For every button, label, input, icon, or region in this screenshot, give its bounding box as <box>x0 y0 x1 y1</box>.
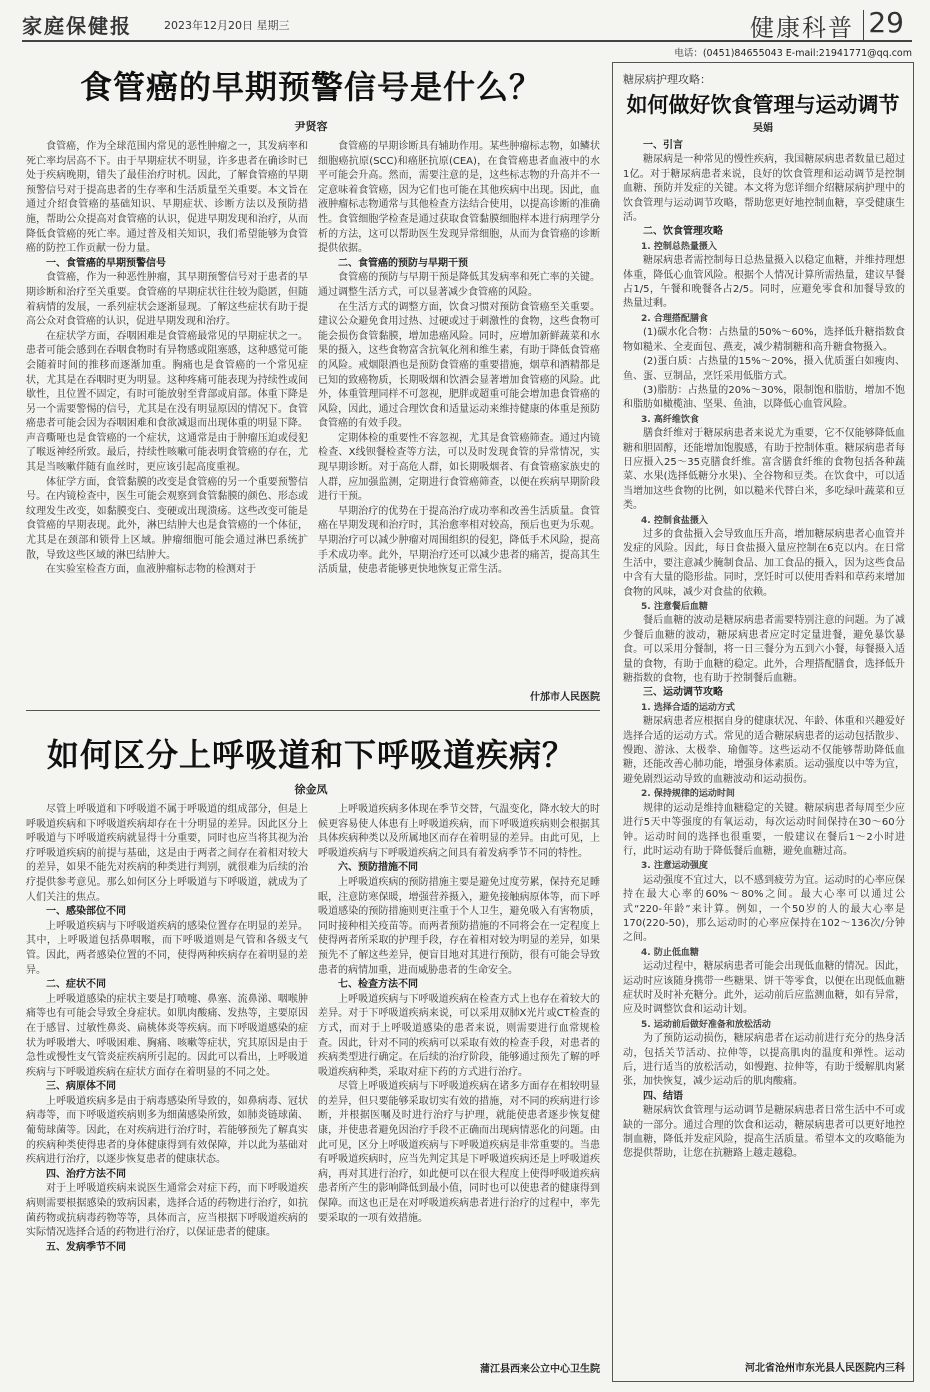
article1-source: 什邡市人民医院 <box>530 692 600 703</box>
paragraph: 运动强度不宜过大，以不感到疲劳为宜。运动时的心率应保持在最大心率的60%～80%之间。最大心率可以通过公式“220-年龄”来计算。例如，一个50岁的人的最大心率是170(220-50)，那么运动时的心率应保持在102～136次/分钟之间。 <box>623 874 905 944</box>
section-heading: 四、结语 <box>643 1090 683 1102</box>
subsection-heading: 1. 选择合适的运动方式 <box>641 702 735 713</box>
header-divider <box>863 10 864 40</box>
subsection-heading: 2. 保持规律的运动时间 <box>641 789 735 800</box>
paragraph: 在生活方式的调整方面，饮食习惯对预防食管癌至关重要。建议公众避免食用过热、过硬或过于刺激性的食物，这些食物可能会损伤食管黏膜，增加患癌风险。同时，应增加新鲜蔬菜和水果的摄入，这些食物富含抗氧化剂和维生素，有助于降低食管癌的风险。戒烟限酒也是预防食管癌的重要措施，烟草和酒精都是已知的致癌物质，长期吸烟和饮酒会显著增加食管癌的风险。此外，体重管理同样不可忽视，肥胖或超重可能会增加患食管癌的风险，因此，通过合理饮食和适量运动来维持健康的体重是预防食管癌的有效手段。 <box>318 301 600 430</box>
section-heading: 一、感染部位不同 <box>46 906 126 918</box>
section-heading: 七、检查方法不同 <box>338 979 418 991</box>
paragraph: 过多的食盐摄入会导致血压升高，增加糖尿病患者心血管并发症的风险。因此，每日食盐摄入量应控制在6克以内。在日常生活中，要注意减少腌制食品、加工食品的摄入，因为这些食品中含有大量的隐形盐。同时，烹饪时可以使用香料和草药来增加食物的风味，减少对食盐的依赖。 <box>623 528 905 598</box>
paragraph: 糖尿病是一种常见的慢性疾病，我国糖尿病患者数量已超过1亿。对于糖尿病患者来说，良好的饮食管理和运动调节是控制血糖、预防并发症的关键。本文将为您详细介绍糖尿病护理中的饮食管理与运动调节攻略，帮助您更好地控制血糖，享受健康生活。 <box>623 154 905 224</box>
paragraph: 体征学方面，食管黏膜的改变是食管癌的另一个重要预警信号。在内镜检查中，医生可能会观察到食管黏膜的颜色、形态或纹理发生改变，如黏膜变白、变硬或出现溃疡。这些改变可能是食管癌的早期表现。此外，淋巴结肿大也是食管癌的一个体征，尤其是在颈部和锁骨上区域。肿瘤细胞可能会通过淋巴系统扩散，导致这些区域的淋巴结肿大。 <box>26 476 308 561</box>
section-heading: 二、食管癌的预防与早期干预 <box>338 257 468 269</box>
paragraph: 尽管上呼吸道和下呼吸道不属于呼吸道的组成部分，但是上呼吸道疾病和下呼吸道疾病却存在十分明显的差异。因此区分上呼吸道与下呼吸道疾病就显得十分重要，同时也应当将其视为治疗呼吸道疾病的前提与基础，这是由于两者之间存在着相对较大的差异，如果不能先对疾病的种类进行判别，就很难为后续的治疗提供参考意见。那么如何区分上呼吸道与下呼吸道，就成为了人们关注的焦点。 <box>26 804 308 903</box>
article1-author: 尹贤容 <box>294 120 328 133</box>
section-heading: 四、治疗方法不同 <box>46 1168 126 1180</box>
article2-source: 蒲江县西来公立中心卫生院 <box>480 1364 600 1375</box>
issue-date: 2023年12月20日 星期三 <box>164 19 290 32</box>
subsection-heading: 5. 注意餐后血糖 <box>641 602 708 612</box>
paragraph: 定期体检的重要性不容忽视，尤其是食管癌筛查。通过内镜检查、X线钡餐检查等方法，可以及时发现食管的异常情况，实现早期诊断。对于高危人群，如长期吸烟者、有食管癌家族史的人群，应加强监测，定期进行食管癌筛查，以便在疾病早期阶段进行干预。 <box>318 432 600 503</box>
paragraph: (1)碳水化合物：占热量的50%～60%，选择低升糖指数食物如糙米、全麦面包、燕麦，减少精制糖和高升糖食物摄入。 <box>623 327 905 353</box>
paragraph: 早期治疗的优势在于提高治疗成功率和改善生活质量。食管癌在早期发现和治疗时，其治愈率相对较高，预后也更为乐观。早期治疗可以减少肿瘤对周围组织的侵犯，降低手术风险，提高手术成功率。此外，早期治疗还可以减少患者的痛苦，提高其生活质量，使患者能够更快地恢复正常生活。 <box>318 505 600 576</box>
section-heading: 一、食管癌的早期预警信号 <box>46 257 166 269</box>
paragraph: 在症状学方面，吞咽困难是食管癌最常见的早期症状之一。患者可能会感到在吞咽食物时有异物感或阻塞感，这种感觉可能会随着时间的推移而逐渐加重。胸痛也是食管癌的一个常见症状，尤其是在吞咽时更为明显。这种疼痛可能表现为持续性或间歇性，且位置不固定，有时可能放射至背部或肩部。体重下降是另一个需要警惕的信号，尤其是在没有明显原因的情况下。食管癌患者可能会因为吞咽困难和食欲减退而出现体重的明显下降。声音嘶哑也是食管癌的一个症状，这通常是由于肿瘤压迫或侵犯了喉返神经所致。最后，持续性咳嗽可能表明食管癌的存在，尤其是当咳嗽伴随有血丝时，更应该引起高度重视。 <box>26 330 308 474</box>
paragraph: 上呼吸道疾病与下呼吸道疾病在检查方式上也存在着较大的差异。对于下呼吸道疾病来说，可以采用双肺X光片或CT检查的方式，而对于上呼吸道感染的患者来说，则需要进行血常规检查。因此，针对不同的疾病可以采取有效的检查手段，对患者的疾病类型进行确定。在后续的治疗阶段，能够通过预先了解的呼吸道疾病种类，采取对症下药的方式进行治疗。 <box>318 993 600 1078</box>
article2-column-1 <box>26 803 308 1375</box>
paragraph: 糖尿病饮食管理与运动调节是糖尿病患者日常生活中不可或缺的一部分。通过合理的饮食和运动，糖尿病患者可以更好地控制血糖，降低并发症风险，提高生活质量。希望本文的攻略能为您提供帮助，让您在抗糖路上越走越稳。 <box>623 1105 905 1160</box>
article-divider <box>26 710 600 711</box>
paragraph: 糖尿病患者应根据自身的健康状况、年龄、体重和兴趣爱好选择合适的运动方式。常见的适合糖尿病患者的运动包括散步、慢跑、游泳、太极拳、瑜伽等。这些运动不仅能够帮助降低血糖，还能改善心肺功能，增强身体素质。运动强度以中等为宜，避免剧烈运动导致的血糖波动和运动损伤。 <box>623 716 905 785</box>
subsection-heading: 3. 高纤维饮食 <box>641 414 699 425</box>
paragraph: 上呼吸道疾病多体现在季节交替，气温变化，降水较大的时候更容易使人体患有上呼吸道疾病，而下呼吸道疾病则会根据其具体疾病种类以及所属地区而存在着明显的差异。由此可见，上呼吸道疾病与下呼吸道疾病之间具有着发病季节不同的特性。 <box>318 804 600 859</box>
paragraph: 食管癌，作为全球范围内常见的恶性肿瘤之一，其发病率和死亡率均居高不下。由于早期症状不明显，许多患者在确诊时已处于疾病晚期，错失了最佳治疗时机。因此，了解食管癌的早期预警信号对于提高患者的生存率和生活质量至关重要。本文旨在通过介绍食管癌的基础知识、早期症状、诊断方法以及预防措施，帮助公众提高对食管癌的认识，促进早期发现和治疗，从而降低食管癌的死亡率。通过普及相关知识，我们希望能够为食管癌的防控工作贡献一份力量。 <box>26 141 308 255</box>
subsection-heading: 1. 控制总热量摄入 <box>641 241 717 252</box>
section-title: 健康科普 <box>750 14 854 42</box>
section-heading: 六、预防措施不同 <box>338 862 418 874</box>
paragraph: 运动过程中，糖尿病患者可能会出现低血糖的情况。因此，运动时应该随身携带一些糖果、饼干等零食，以便在出现低血糖症状时及时补充糖分。此外，运动前后应监测血糖，如有异常，应及时调整饮食和运动计划。 <box>623 961 905 1016</box>
paragraph: 食管癌的早期诊断具有辅助作用。某些肿瘤标志物，如鳞状细胞癌抗原(SCC)和癌胚抗原(CEA)，在食管癌患者血液中的水平可能会升高。然而，需要注意的是，这些标志物的升高并不一定意味着食管癌，因为它们也可能在其他疾病中出现。因此，血液肿瘤标志物通常与其他检查方法结合使用，以提高诊断的准确性。食管细胞学检查是通过获取食管黏膜细胞样本进行病理学分析的方法，这可以帮助医生发现异常细胞，从而为食管癌的诊断提供依据。 <box>318 141 600 255</box>
section-heading: 三、病原体不同 <box>46 1081 116 1093</box>
section-heading: 二、症状不同 <box>46 979 106 991</box>
subsection-heading: 4. 防止低血糖 <box>641 947 699 958</box>
sidebar-kicker: 糖尿病护理攻略： <box>623 73 711 86</box>
diabetes-sidebar <box>612 62 914 1382</box>
masthead: 家庭保健报 <box>22 14 132 38</box>
section-heading: 一、引言 <box>643 140 683 151</box>
paragraph: 上呼吸道疾病多是由于病毒感染所导致的，如鼻病毒、冠状病毒等，而下呼吸道疾病则多为细菌感染所致，如肺炎链球菌、葡萄球菌等。因此，在对疾病进行治疗时，若能够预先了解真实的疾病种类使得患者的身体健康得到有效保障，并以此为基础对疾病进行治疗，以逐步恢复患者的健康状态。 <box>26 1095 308 1166</box>
paragraph: 上呼吸道感染的症状主要是打喷嚏、鼻塞、流鼻涕、咽喉肿痛等也有可能会导致全身症状。如肌肉酸痛、发热等，主要原因在于感冒、过敏性鼻炎、扁桃体炎等疾病。而下呼吸道感染的症状为呼吸增大、呼吸困难、胸痛、咳嗽等症状，究其原因是由于急性或慢性支气管炎症疾病所引起的。因此可以看出，上呼吸道疾病与下呼吸道疾病在症状方面存在着明显的不同之处。 <box>26 993 308 1078</box>
article1-column-2 <box>318 140 600 688</box>
page-number: 29 <box>868 6 904 39</box>
paragraph: 糖尿病患者需控制每日总热量摄入以稳定血糖，并维持理想体重，降低心血管风险。根据个人情况计算所需热量，建议早餐占1/5，午餐和晚餐各占2/5。同时，应避免零食和加餐导致的热量过剩。 <box>623 255 905 310</box>
paragraph: 尽管上呼吸道疾病与下呼吸道疾病在诸多方面存在相较明显的差异，但只要能够采取切实有效的措施，对不同的疾病进行诊断，并根据医嘱及时进行治疗与护理，就能使患者逐步恢复健康，并使患者避免因治疗手段不正确而出现病情恶化的问题。由此可见，区分上呼吸道疾病与下呼吸道疾病是非常重要的。当患有呼吸道疾病时，应当先判定其是下呼吸道疾病还是上呼吸道疾病，再对其进行治疗，如此便可以在很大程度上使得呼吸道疾病患者所产生的影响降低到最小值，同时也可以使患者的健康得到保障。而这也正是在对呼吸道疾病患者进行治疗的过程中，率先要采取的一项有效措施。 <box>318 1081 600 1224</box>
article2-author: 徐金凤 <box>294 783 328 796</box>
section-heading: 五、发病季节不同 <box>46 1241 126 1253</box>
section-heading: 二、饮食管理攻略 <box>643 226 723 238</box>
paragraph: 上呼吸道疾病的预防措施主要是避免过度劳累，保持充足睡眠，注意防寒保暖，增强营养摄入，避免接触病原体等，而下呼吸道感染的预防措施则更注重于个人卫生，避免吸入有害物质，同时接种相关疫苗等。而两者预防措施的不同将会在一定程度上使得两者所采取的护理手段，存在着相对较为明显的差异，如果预先不了解这些差异，便盲目地对其进行预防，很有可能会导致患者的病情加重，进而威胁患者的生命安全。 <box>318 876 600 976</box>
paragraph: (2)蛋白质：占热量的15%～20%，摄入优质蛋白如瘦肉、鱼、蛋、豆制品，烹饪采用低脂方式。 <box>623 356 905 382</box>
sidebar-source: 河北省沧州市东光县人民医院内三科 <box>745 1363 905 1374</box>
paragraph: 在实验室检查方面，血液肿瘤标志物的检测对于 <box>46 564 256 576</box>
paragraph: 上呼吸道疾病与下呼吸道疾病的感染位置存在明显的差异。其中，上呼吸道包括鼻咽喉，而下呼吸道则是气管和各级支气管。因此，两者感染位置的不同，使得两种疾病存在着明显的差异。 <box>26 920 308 976</box>
contact-info: 电话：(0451)84655043 E-mail:21941771@qq.com <box>674 48 912 59</box>
paragraph: 为了预防运动损伤，糖尿病患者在运动前进行充分的热身活动，包括关节活动、拉伸等，以提高肌肉的温度和弹性。运动后，进行适当的放松活动，如慢跑、拉伸等，有助于缓解肌肉紧张，加快恢复，减少运动后的肌肉酸痛。 <box>623 1033 905 1088</box>
article2-title: 如何区分上呼吸道和下呼吸道疾病？ <box>46 736 575 774</box>
article2-column-2 <box>318 803 600 1358</box>
paragraph: 膳食纤维对于糖尿病患者来说尤为重要，它不仅能够降低血糖和胆固醇，还能增加饱腹感，有助于控制体重。糖尿病患者每日应摄入25～35克膳食纤维。富含膳食纤维的食物包括各种蔬菜、水果(选择低糖分水果)、全谷物和豆类。在饮食中，可以适当增加这些食物的比例，如以糙米代替白米，多吃绿叶蔬菜和豆类。 <box>623 428 905 512</box>
subsection-heading: 2. 合理搭配膳食 <box>641 313 708 324</box>
paragraph: 对于上呼吸道疾病来说医生通常会对症下药，而下呼吸道疾病则需要根据感染的致病因素，选择合适的药物进行治疗，如抗菌药物或抗病毒药物等等，具体而言，应当根据下呼吸道疾病的实际情况选择合适的药物进行治疗，以保证患者的健康。 <box>26 1183 308 1239</box>
article1-title: 食管癌的早期预警信号是什么？ <box>79 68 542 106</box>
paragraph: 食管癌，作为一种恶性肿瘤，其早期预警信号对于患者的早期诊断和治疗至关重要。食管癌的早期症状往往较为隐匿，但随着病情的发展，一系列症状会逐渐显现。了解这些症状有助于提高公众对食管癌的认识，促进早期发现和治疗。 <box>26 272 308 328</box>
subsection-heading: 3. 注意运动强度 <box>641 861 708 872</box>
paragraph: 餐后血糖的波动是糖尿病患者需要特别注意的问题。为了减少餐后血糖的波动，糖尿病患者应定时定量进餐，避免暴饮暴食。可以采用分餐制，将一日三餐分为五到六小餐，每餐摄入适量的食物，有助于血糖的稳定。此外，合理搭配膳食，选择低升糖指数的食物，也有助于控制餐后血糖。 <box>623 615 905 685</box>
paragraph: 食管癌的预防与早期干预是降低其发病率和死亡率的关键。通过调整生活方式，可以显著减少食管癌的风险。 <box>318 272 600 298</box>
subsection-heading: 4. 控制食盐摄入 <box>641 515 708 526</box>
article1-column-1 <box>26 140 308 702</box>
page-header <box>22 6 912 42</box>
paragraph: (3)脂肪：占热量的20%～30%，限制饱和脂肪，增加不饱和脂肪如橄榄油、坚果、鱼油，以降低心血管风险。 <box>623 384 905 411</box>
sidebar-title: 如何做好饮食管理与运动调节 <box>626 92 900 117</box>
subsection-heading: 5. 运动前后做好准备和放松活动 <box>641 1019 771 1030</box>
sidebar-body <box>623 139 905 1353</box>
sidebar-author: 吴娟 <box>753 123 773 134</box>
section-heading: 三、运动调节攻略 <box>643 687 723 699</box>
paragraph: 规律的运动是维持血糖稳定的关键。糖尿病患者每周至少应进行5天中等强度的有氧运动，每次运动时间保持在30～60分钟。运动时间的选择也很重要，一般建议在餐后1～2小时进行，此时运动有助于降低餐后血糖，避免血糖过高。 <box>623 802 905 857</box>
